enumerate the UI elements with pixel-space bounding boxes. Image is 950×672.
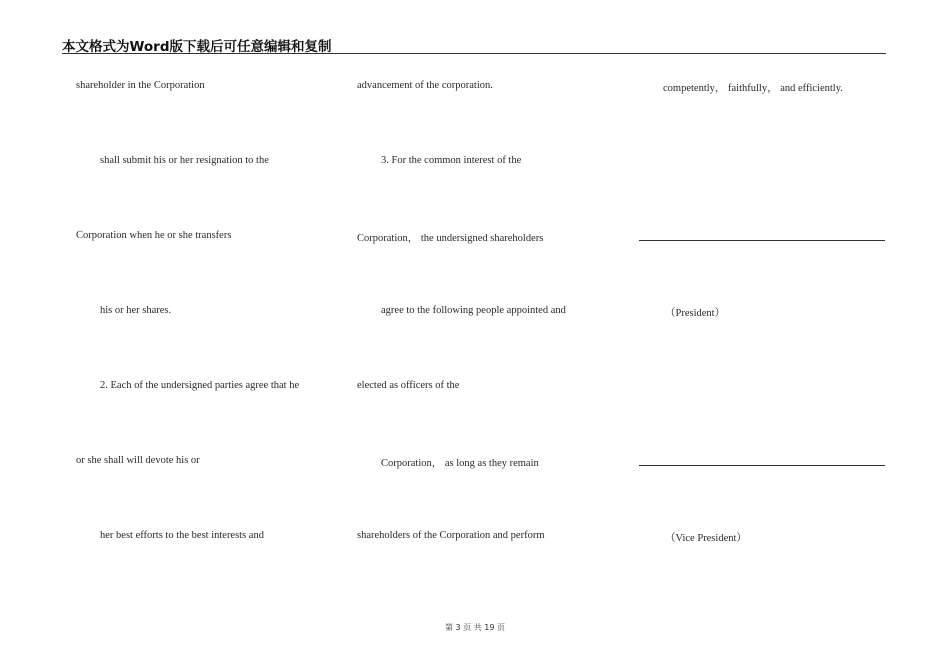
- text-line: her best efforts to the best interests and: [100, 530, 264, 541]
- text-line: shall submit his or her resignation to the: [100, 155, 269, 166]
- officer-title-president: （President）: [665, 308, 726, 319]
- officer-title-vice-president: （Vice President）: [665, 533, 747, 544]
- text-line: shareholders of the Corporation and perform: [357, 530, 545, 541]
- text-line: competently， faithfully， and efficiently.: [663, 83, 843, 94]
- text-line: his or her shares.: [100, 305, 172, 316]
- text-line: advancement of the corporation.: [357, 80, 493, 91]
- text-line: 2. Each of the undersigned parties agree that he: [100, 380, 300, 391]
- text-line: Corporation when he or she transfers: [76, 230, 232, 241]
- text-line: 3. For the common interest of the: [381, 155, 522, 166]
- text-line: agree to the following people appointed and: [381, 305, 566, 316]
- text-line: or she shall will devote his or: [76, 455, 200, 466]
- page-header: [62, 33, 886, 54]
- page-footer: 第 3 页 共 19 页: [445, 623, 505, 632]
- signature-line-president: [639, 240, 885, 241]
- signature-line-vice-president: [639, 465, 885, 466]
- text-line: elected as officers of the: [357, 380, 460, 391]
- text-line: Corporation， the undersigned shareholders: [357, 233, 544, 244]
- text-line: Corporation， as long as they remain: [381, 458, 539, 469]
- text-line: shareholder in the Corporation: [76, 80, 205, 91]
- header-title: 本文格式为Word版下载后可任意编辑和复制: [62, 39, 332, 55]
